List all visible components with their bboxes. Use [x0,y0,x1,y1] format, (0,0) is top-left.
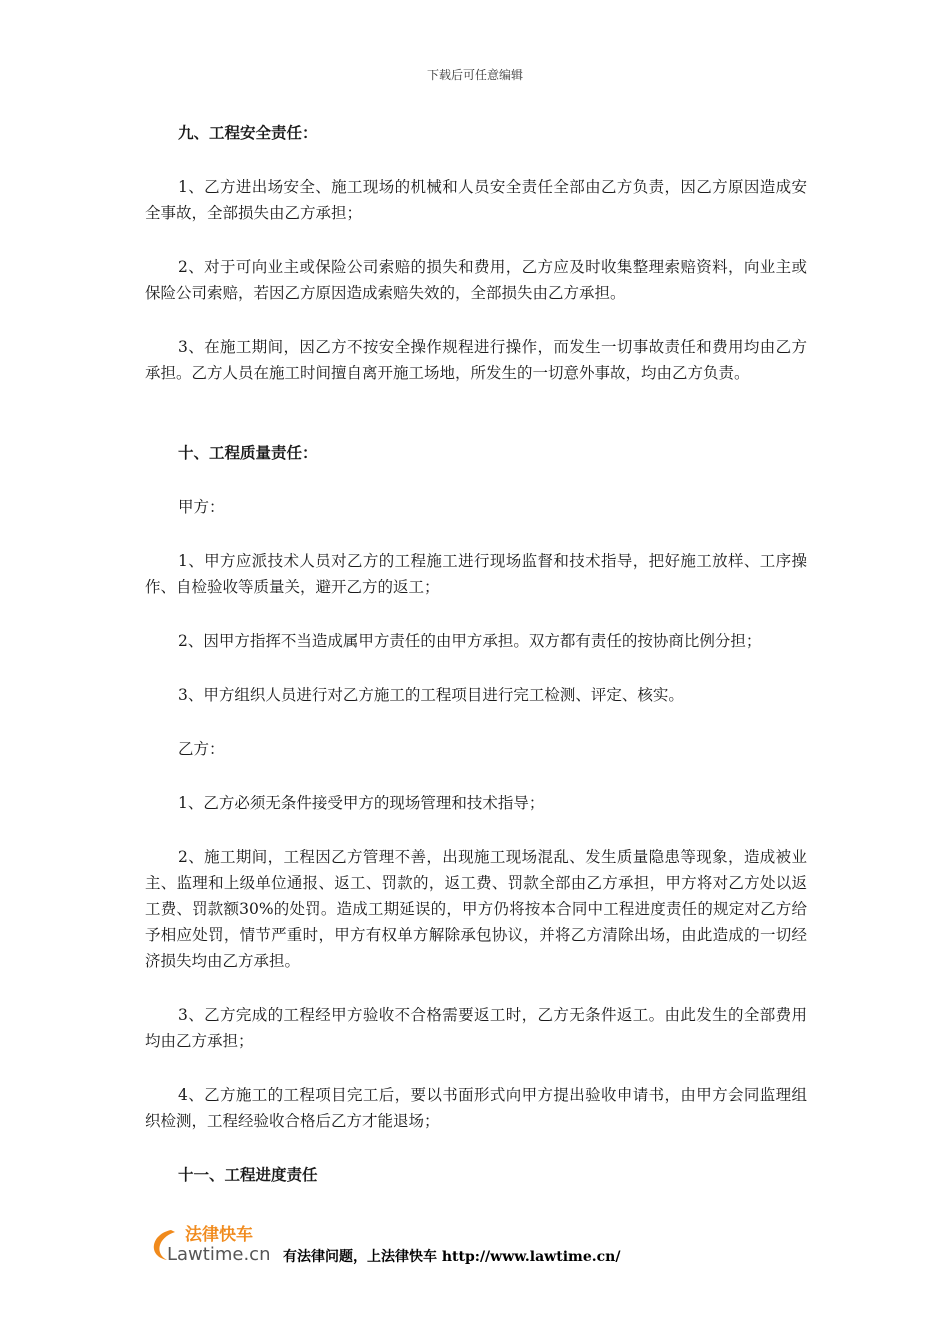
party-b-paragraph-3: 3、乙方完成的工程经甲方验收不合格需要返工时，乙方无条件返工。由此发生的全部费用均由乙方承担； [145,1006,807,1050]
section-11-title: 十一、工程进度责任 [178,1165,318,1184]
page-header: 下载后可任意编辑 [426,68,523,82]
party-b-paragraph-2: 2、施工期间，工程因乙方管理不善，出现施工现场混乱、发生质量隐患等现象，造成被业主、监理和上级单位通报、返工、罚款的，返工费、罚款全部由乙方承担，甲方将对乙方处以返工费、罚款额30%的处罚。造成工期延误的，甲方仍将按本合同中工程进度责任的规定对乙方给予相应处罚，情节严重时，甲方有权单方解除承包协议，并将乙方清除出场，由此造成的一切经济损失均由乙方承担。 [145,848,807,970]
party-a-paragraph-1: 1、甲方应派技术人员对乙方的工程施工进行现场监督和技术指导，把好施工放样、工序操作、自检验收等质量关，避开乙方的返工； [145,552,807,596]
logo-cn-text: 法律快车 [185,1225,253,1245]
section-9-paragraph-2: 2、对于可向业主或保险公司索赔的损失和费用，乙方应及时收集整理索赔资料，向业主或保险公司索赔，若因乙方原因造成索赔失效的，全部损失由乙方承担。 [145,258,807,302]
party-a-heading: 甲方： [178,498,225,516]
party-b-paragraph-4: 4、乙方施工的工程项目完工后，要以书面形式向甲方提出验收申请书，由甲方会同监理组织检测，工程经验收合格后乙方才能退场； [145,1086,807,1130]
party-a-paragraph-3: 3、甲方组织人员进行对乙方施工的工程项目进行完工检测、评定、核实。 [178,686,684,704]
party-b-paragraph-1: 1、乙方必须无条件接受甲方的现场管理和技术指导； [178,794,545,812]
section-9-paragraph-3: 3、在施工期间，因乙方不按安全操作规程进行操作，而发生一切事故责任和费用均由乙方承担。乙方人员在施工时间擅自离开施工场地，所发生的一切意外事故，均由乙方负责。 [145,338,807,382]
section-9-title: 九、工程安全责任： [178,123,318,142]
section-9-paragraph-1: 1、乙方进出场安全、施工现场的机械和人员安全责任全部由乙方负责，因乙方原因造成安全事故，全部损失由乙方承担； [145,178,807,222]
section-10-title: 十、工程质量责任： [178,443,318,462]
party-b-heading: 乙方： [178,740,225,758]
page-footer [145,1222,845,1272]
logo-en-text: Lawtime.cn [167,1244,271,1265]
footer-slogan: 有法律问题，上法律快车 http://www.lawtime.cn/ [283,1249,621,1265]
lawtime-logo [145,1222,285,1266]
party-a-paragraph-2: 2、因甲方指挥不当造成属甲方责任的由甲方承担。双方都有责任的按协商比例分担； [178,632,762,650]
